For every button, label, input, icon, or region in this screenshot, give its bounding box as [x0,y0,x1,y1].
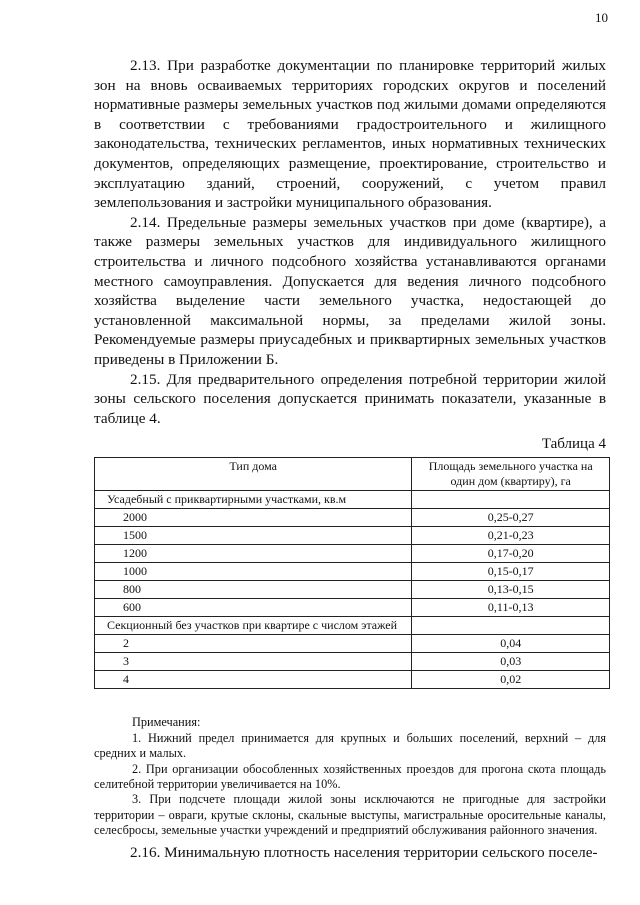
cell-house-type: 1500 [95,527,412,545]
table-caption: Таблица 4 [541,436,606,453]
note-item: 2. При организации обособленных хозяйственных проездов для прогона скота площадь селитебной территории увеличивается на 10%. [94,761,606,791]
cell-plot-area: 0,02 [412,671,610,689]
table-row [95,527,610,545]
cell-plot-area: 0,13-0,15 [412,581,610,599]
header-plot-area: Площадь земельного участка на один дом (квартиру), га [412,458,610,491]
cell-house-type: 1200 [95,545,412,563]
table-4 [94,457,610,689]
notes-title: Примечания: [132,715,201,730]
header-house-type: Тип дома [95,458,412,491]
cell-house-type: 2 [95,635,412,653]
cell-plot-area: 0,11-0,13 [412,599,610,617]
table-row [95,653,610,671]
notes [94,715,606,838]
group-sectional-rows [95,635,610,689]
table-row [95,581,610,599]
cell-house-type: 1000 [95,563,412,581]
table-row [95,635,610,653]
cell-plot-area: 0,21-0,23 [412,527,610,545]
table-row [95,599,610,617]
cell-plot-area: 0,17-0,20 [412,545,610,563]
paragraph-2-13: 2.13. При разработке документации по планировке территорий жилых зон на вновь осваиваемых территориях городских округов и поселений нормативные размеры земельных участков под жилыми домами определяются в соответствии с требованиями градостроительного и жилищного законодательства, технических регламентов, иных нормативных технических документов, определяющих размещение, проектирование, строительство и эксплуатацию зданий, строений, сооружений, с учетом правил землепользования и застройки муниципального образования. [94,57,606,212]
table-row [95,545,610,563]
paragraph-2-14: 2.14. Предельные размеры земельных участков при доме (квартире), а также размеры земельных участков для индивидуального жилищного строительства и личного подсобного хозяйства устанавливаются органами местного самоуправления. Допускается для ведения личного подсобного хозяйства выделение части земельного участка, недостающей до установленной максимальной нормы, за пределами жилой зоны. Рекомендуемые размеры приусадебных и приквартирных земельных участков приведены в Приложении Б. [94,213,606,368]
cell-house-type: 800 [95,581,412,599]
table-group-row [95,617,610,635]
group-label-estate: Усадебный с приквартирными участками, кв.м [95,491,412,509]
table-group-row [95,491,610,509]
page-content [94,56,606,862]
cell-house-type: 600 [95,599,412,617]
group-label-sectional: Секционный без участков при квартире с числом этажей [95,617,412,635]
table-row [95,509,610,527]
table-header-row [95,458,610,491]
cell-plot-area: 0,25-0,27 [412,509,610,527]
group-estate-rows [95,509,610,617]
cell-plot-area: 0,03 [412,653,610,671]
table-row [95,671,610,689]
cell-plot-area: 0,15-0,17 [412,563,610,581]
cell-house-type: 3 [95,653,412,671]
page-number: 10 [595,10,608,25]
cell-house-type: 2000 [95,509,412,527]
paragraph-2-15: 2.15. Для предварительного определения потребной территории жилой зоны сельского поселения допускается принимать показатели, указанные в таблице 4. [94,370,606,427]
paragraph-2-16: 2.16. Минимальную плотность населения территории сельского поселе- [130,843,598,861]
table-row [95,563,610,581]
cell-house-type: 4 [95,671,412,689]
note-item: 3. При подсчете площади жилой зоны исключаются не пригодные для застройки территории – овраги, крутые склоны, скальные выступы, магистральные оросительные каналы, селесбросы, земельные участки учреждений и предприятий обслуживания районного значения. [94,792,606,838]
note-item: 1. Нижний предел принимается для крупных и больших поселений, верхний – для средних и малых. [94,730,606,761]
cell-plot-area: 0,04 [412,635,610,653]
